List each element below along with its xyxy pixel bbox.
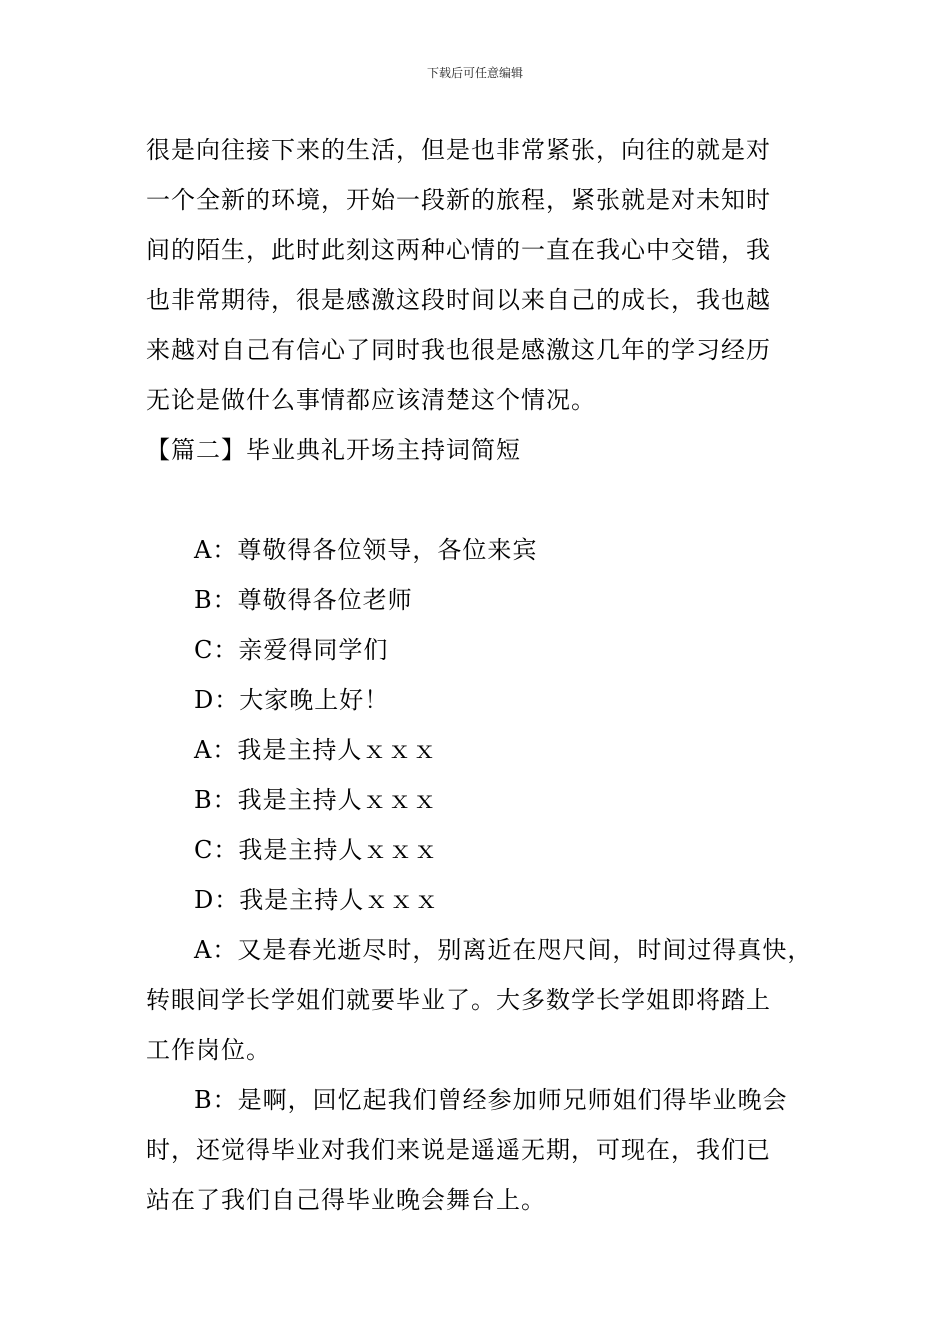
dialogue-line: D：大家晚上好！ [194, 686, 390, 714]
dialogue-line: B：我是主持人ｘｘｘ [194, 786, 438, 814]
section-title: 【篇二】毕业典礼开场主持词简短 [146, 436, 521, 464]
dialogue-line: C：我是主持人ｘｘｘ [194, 836, 439, 864]
text-line: B：是啊，回忆起我们曾经参加师兄师姐们得毕业晚会 [194, 1086, 788, 1114]
text-line: A：又是春光逝尽时，别离近在咫尺间，时间过得真快， [194, 936, 813, 964]
intro-paragraph [146, 125, 826, 425]
dialogue-line: A：尊敬得各位领导，各位来宾 [194, 536, 538, 564]
dialogue-list [146, 525, 826, 925]
dialogue-line: B：尊敬得各位老师 [194, 586, 413, 614]
text-line: 时，还觉得毕业对我们来说是遥遥无期，可现在，我们已 [146, 1136, 771, 1164]
paragraph-b [146, 1075, 826, 1225]
text-line: 工作岗位。 [146, 1036, 271, 1064]
text-line: 也非常期待，很是感激这段时间以来自己的成长，我也越 [146, 286, 771, 314]
document-body [146, 125, 826, 1225]
text-line: 一个全新的环境，开始一段新的旅程，紧张就是对未知时 [146, 186, 771, 214]
text-line: 站在了我们自己得毕业晚会舞台上。 [146, 1186, 546, 1214]
text-line: 很是向往接下来的生活，但是也非常紧张，向往的就是对 [146, 136, 771, 164]
text-line: 来越对自己有信心了同时我也很是感激这几年的学习经历 [146, 336, 771, 364]
text-line: 转眼间学长学姐们就要毕业了。大多数学长学姐即将踏上 [146, 986, 771, 1014]
text-line: 间的陌生，此时此刻这两种心情的一直在我心中交错，我 [146, 236, 771, 264]
spacer [146, 475, 826, 525]
dialogue-line: A：我是主持人ｘｘｘ [194, 736, 438, 764]
dialogue-line: D：我是主持人ｘｘｘ [194, 886, 440, 914]
page-header-note: 下载后可任意编辑 [426, 66, 523, 80]
paragraph-a [146, 925, 826, 1075]
text-line: 无论是做什么事情都应该清楚这个情况。 [146, 386, 596, 414]
dialogue-line: C：亲爱得同学们 [194, 636, 389, 664]
